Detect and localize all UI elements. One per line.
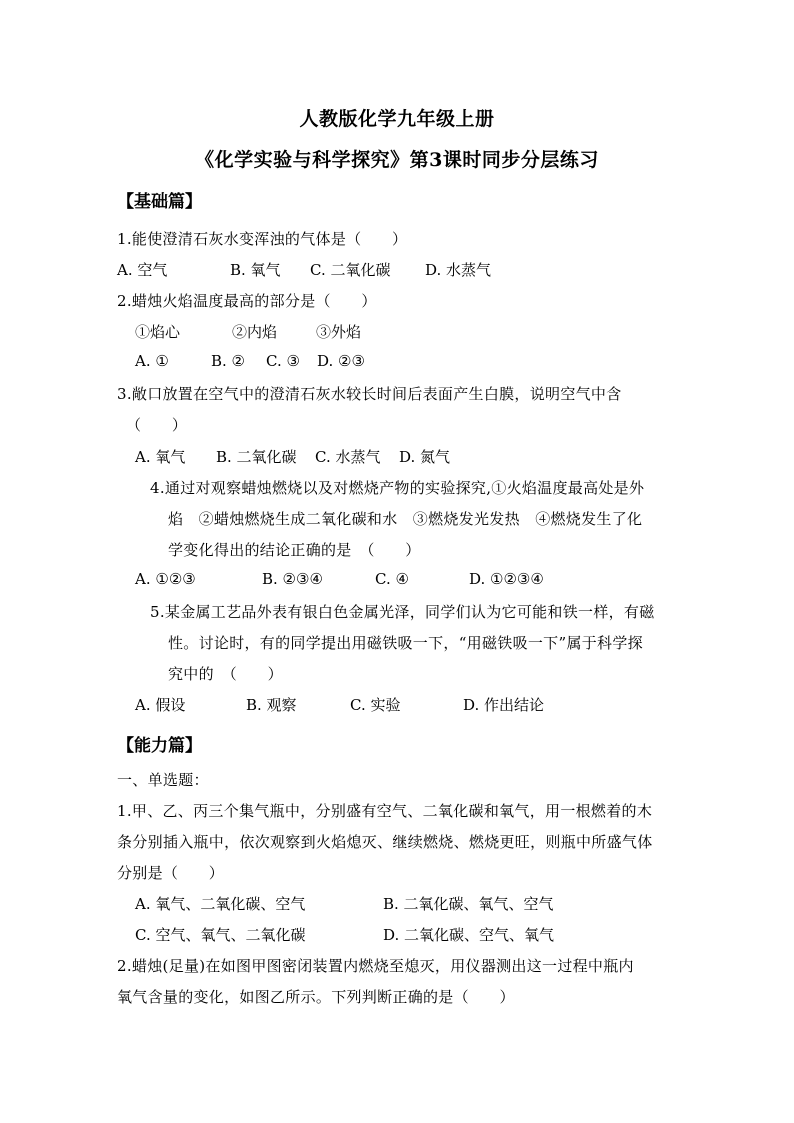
document-subtitle: 《化学实验与科学探究》第3课时同步分层练习 — [195, 149, 599, 171]
question-5-option-a: A. 假设 — [135, 696, 186, 714]
question-1-option-d: D. 水蒸气 — [425, 261, 492, 279]
question-5-stem-line-1: 5.某金属工艺品外表有银白色金属光泽，同学们认为它可能和铁一样，有磁 — [150, 603, 655, 621]
document-title: 人教版化学九年级上册 — [299, 108, 495, 130]
question-4-option-c: C. ④ — [375, 570, 409, 588]
question-3-stem-line-2: （ ） — [126, 416, 188, 434]
ability-subheading: 一、单选题： — [117, 771, 209, 789]
question-5-stem-line-2: 性。讨论时，有的同学提出用磁铁吸一下，“用磁铁吸一下”属于科学探 — [168, 634, 643, 652]
ability-question-1-option-a: A. 氧气、二氧化碳、空气 — [135, 895, 306, 913]
question-2-option-c: C. ③ — [266, 352, 300, 370]
question-4-option-b: B. ②③④ — [262, 570, 323, 588]
question-2-option-d: D. ②③ — [317, 352, 365, 370]
question-3-stem-line-1: 3.敞口放置在空气中的澄清石灰水较长时间后表面产生白膜，说明空气中含 — [117, 385, 622, 403]
question-2-item-3: ③外焰 — [316, 323, 362, 341]
question-2-stem: 2.蜡烛火焰温度最高的部分是（ ） — [117, 292, 377, 310]
question-3-option-d: D. 氮气 — [399, 448, 451, 466]
question-4-option-a: A. ①②③ — [135, 570, 196, 588]
ability-question-1-option-c: C. 空气、氧气、二氧化碳 — [135, 926, 306, 944]
ability-question-1-stem-line-3: 分别是（ ） — [117, 864, 225, 882]
question-3-option-a: A. 氧气 — [135, 448, 186, 466]
ability-question-1-option-b: B. 二氧化碳、氧气、空气 — [383, 895, 554, 913]
question-1-stem: 1.能使澄清石灰水变浑浊的气体是（ ） — [117, 230, 408, 248]
question-3-option-b: B. 二氧化碳 — [216, 448, 297, 466]
question-2-option-a: A. ① — [135, 352, 169, 370]
ability-question-1-option-d: D. 二氧化碳、空气、氧气 — [383, 926, 555, 944]
question-1-option-a: A. 空气 — [117, 261, 168, 279]
question-4-stem-line-1: 4.通过对观察蜡烛燃烧以及对燃烧产物的实验探究,①火焰温度最高处是外 — [150, 479, 645, 497]
ability-question-1-stem-line-1: 1.甲、乙、丙三个集气瓶中，分别盛有空气、二氧化碳和氧气，用一根燃着的木 — [117, 802, 653, 820]
question-1-option-c: C. 二氧化碳 — [310, 261, 391, 279]
question-2-item-1: ①焰心 — [135, 323, 181, 341]
question-5-stem-line-3: 究中的 （ ） — [168, 665, 283, 683]
ability-question-2-stem-line-1: 2.蜡烛(足量)在如图甲图密闭装置内燃烧至熄灭，用仪器测出这一过程中瓶内 — [117, 957, 634, 975]
section-basic-heading: 【基础篇】 — [117, 192, 202, 212]
question-5-option-b: B. 观察 — [246, 696, 297, 714]
question-5-option-d: D. 作出结论 — [463, 696, 545, 714]
question-3-option-c: C. 水蒸气 — [315, 448, 381, 466]
section-ability-heading: 【能力篇】 — [117, 736, 202, 756]
question-2-item-2: ②内焰 — [232, 323, 278, 341]
question-1-option-b: B. 氧气 — [230, 261, 281, 279]
ability-question-2-stem-line-2: 氧气含量的变化，如图乙所示。下列判断正确的是（ ） — [117, 988, 515, 1006]
question-4-option-d: D. ①②③④ — [469, 570, 544, 588]
question-4-stem-line-3: 学变化得出的结论正确的是 （ ） — [168, 541, 421, 559]
question-2-option-b: B. ② — [211, 352, 246, 370]
question-5-option-c: C. 实验 — [350, 696, 401, 714]
ability-question-1-stem-line-2: 条分别插入瓶中，依次观察到火焰熄灭、继续燃烧、燃烧更旺，则瓶中所盛气体 — [117, 833, 653, 851]
question-4-stem-line-2: 焰 ②蜡烛燃烧生成二氧化碳和水 ③燃烧发光发热 ④燃烧发生了化 — [168, 510, 643, 528]
